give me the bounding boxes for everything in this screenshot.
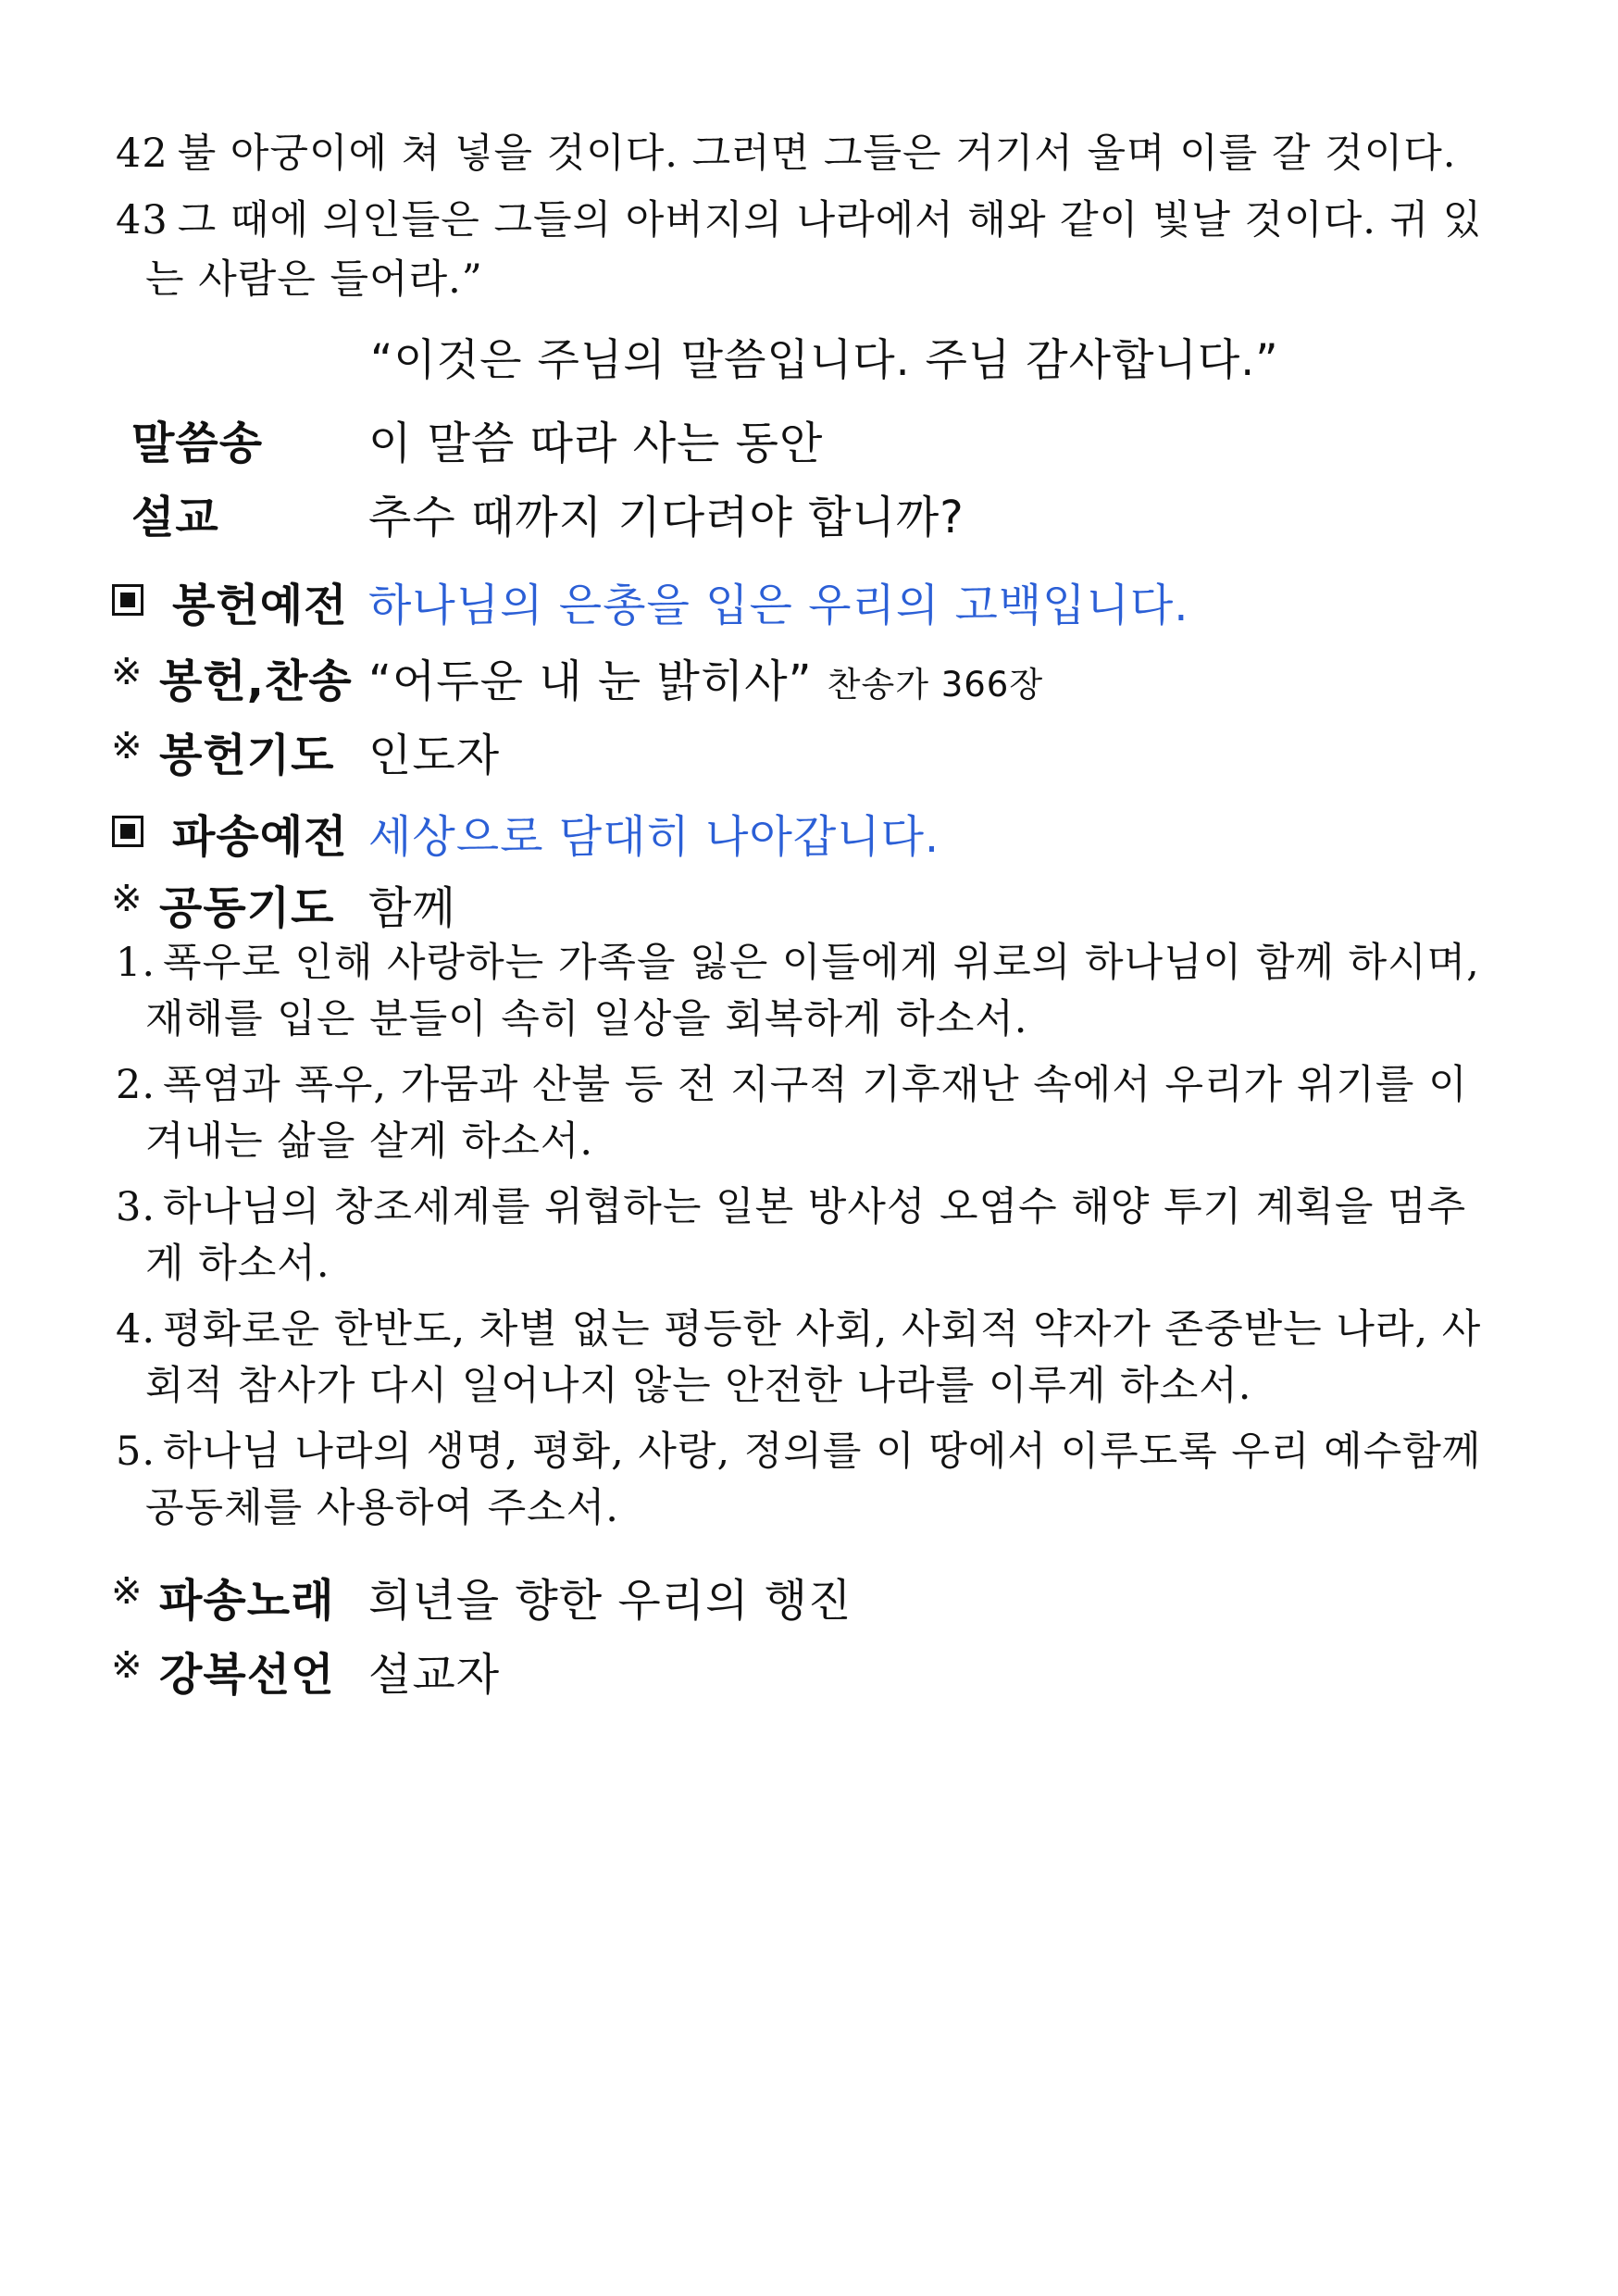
prayer-continuation: 겨내는 삶을 살게 하소서. <box>145 1118 594 1165</box>
scripture-closing: “이것은 주님의 말씀입니다. 주님 감사합니다.” <box>370 335 1279 386</box>
prayer-list <box>116 935 1523 1546</box>
verse-number: 43 <box>116 197 168 243</box>
prayer-item <box>116 1179 1523 1292</box>
prayer-text: 하나님의 창조세계를 위협하는 일본 방사성 오염수 해양 투기 계획을 멈추 <box>163 1184 1467 1230</box>
benediction-value: 설교자 <box>368 1649 501 1701</box>
prayer-text: 평화로운 한반도, 차별 없는 평등한 사회, 사회적 약자가 존중받는 나라, 사 <box>163 1306 1482 1353</box>
reference-mark-icon: ※ <box>111 1570 143 1613</box>
prayer-number: 1. <box>116 940 156 986</box>
joint-prayer-value: 함께 <box>368 882 456 934</box>
offering-hymn-label: 봉헌,찬송 <box>159 655 353 707</box>
prayer-continuation: 회적 참사가 다시 일어나지 않는 안전한 나라를 이루게 하소서. <box>145 1363 1252 1409</box>
sending-liturgy-label: 파송예전 <box>172 811 348 863</box>
malsseum-song-value: 이 말씀 따라 사는 동안 <box>368 418 824 469</box>
prayer-continuation: 게 하소서. <box>145 1241 330 1287</box>
square-bullet-icon <box>112 816 143 847</box>
reference-mark-icon: ※ <box>111 1644 143 1687</box>
offering-liturgy-label: 봉헌예전 <box>172 580 348 631</box>
square-bullet-icon <box>112 584 143 616</box>
prayer-item <box>116 1302 1523 1415</box>
reference-mark-icon: ※ <box>111 725 143 767</box>
sending-song-value: 희년을 향한 우리의 행진 <box>368 1575 853 1627</box>
prayer-number: 4. <box>116 1306 156 1353</box>
verse-text: 불 아궁이에 쳐 넣을 것이다. 그러면 그들은 거기서 울며 이를 갈 것이다. <box>177 131 1457 177</box>
verse-number: 42 <box>116 131 168 177</box>
prayer-continuation: 공동체를 사용하여 주소서. <box>145 1485 619 1531</box>
malsseum-song-label: 말씀송 <box>131 418 264 469</box>
sending-song-label: 파송노래 <box>159 1575 335 1627</box>
prayer-item <box>116 935 1523 1048</box>
hymn-title: “어두운 내 눈 밝히사” <box>368 655 813 707</box>
joint-prayer-label: 공동기도 <box>159 882 335 934</box>
prayer-item <box>116 1057 1523 1170</box>
prayer-number: 5. <box>116 1429 156 1475</box>
prayer-number: 3. <box>116 1184 156 1230</box>
scripture-verse-42 <box>116 124 1523 183</box>
offering-prayer-label: 봉헌기도 <box>159 730 335 781</box>
prayer-text: 폭염과 폭우, 가뭄과 산불 등 전 지구적 기후재난 속에서 우리가 위기를 이 <box>163 1062 1468 1108</box>
prayer-number: 2. <box>116 1062 156 1108</box>
prayer-item <box>116 1424 1523 1537</box>
sermon-label: 설교 <box>131 492 219 543</box>
verse-text: 그 때에 의인들은 그들의 아버지의 나라에서 해와 같이 빛날 것이다. 귀 있 <box>177 197 1483 243</box>
prayer-text: 폭우로 인해 사랑하는 가족을 잃은 이들에게 위로의 하나님이 함께 하시며, <box>163 940 1480 986</box>
sending-liturgy-value: 세상으로 담대히 나아갑니다. <box>368 811 940 863</box>
sermon-title: 추수 때까지 기다려야 합니까? <box>368 492 965 543</box>
offering-liturgy-value: 하나님의 은총을 입은 우리의 고백입니다. <box>368 580 1189 631</box>
scripture-verse-43 <box>116 191 1523 309</box>
prayer-text: 하나님 나라의 생명, 평화, 사랑, 정의를 이 땅에서 이루도록 우리 예수함께 <box>163 1429 1482 1475</box>
prayer-continuation: 재해를 입은 분들이 속히 일상을 회복하게 하소서. <box>145 996 1028 1042</box>
hymn-number: 찬송가 366장 <box>827 665 1044 705</box>
reference-mark-icon: ※ <box>111 651 143 693</box>
offering-hymn-value <box>368 645 1043 709</box>
verse-continuation: 는 사람은 들어라.” <box>145 256 483 303</box>
offering-prayer-value: 인도자 <box>368 730 501 781</box>
reference-mark-icon: ※ <box>111 878 143 920</box>
benediction-label: 강복선언 <box>159 1649 335 1701</box>
